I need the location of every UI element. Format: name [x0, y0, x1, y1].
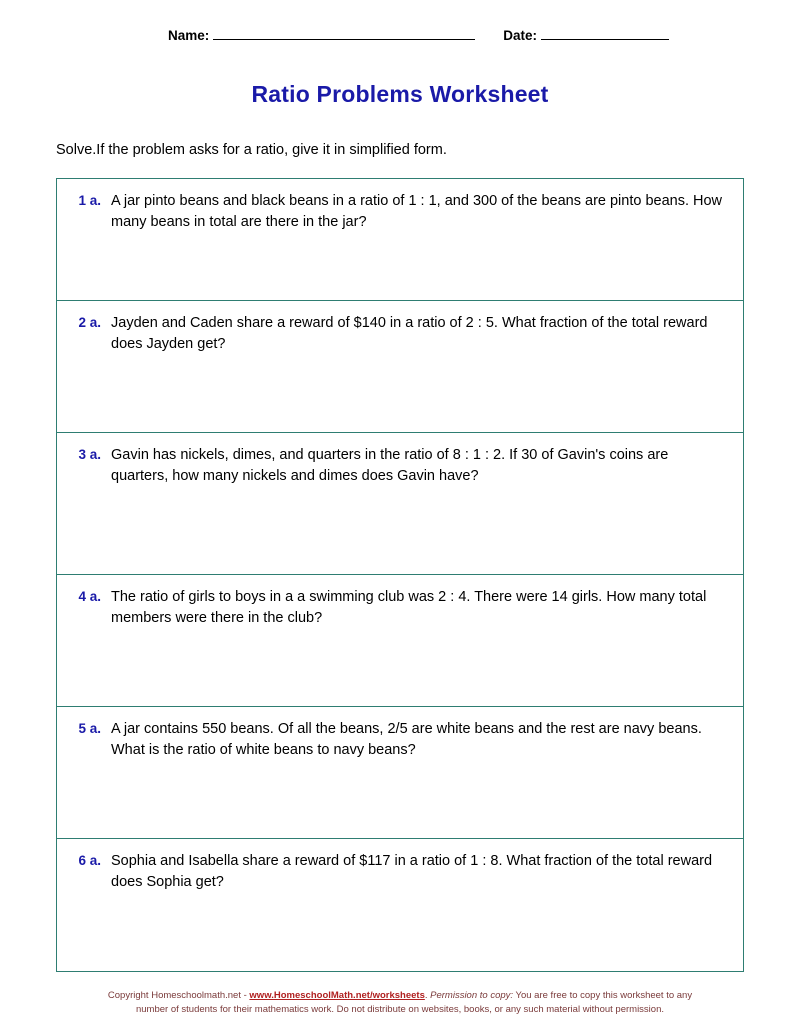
- problem-number: 3 a.: [78, 447, 101, 462]
- footer-copyright: Copyright Homeschoolmath.net -: [107, 989, 250, 1001]
- footer-line-2: number of students for their mathematics work. Do not distribute on websites, books, or any such material without permission.: [135, 1003, 664, 1015]
- problem-number: 1 a.: [78, 193, 101, 208]
- footer: [0, 989, 800, 1018]
- problem-number: 4 a.: [78, 589, 101, 604]
- problem-text: The ratio of girls to boys in a a swimming club was 2 : 4. There were 14 girls. How many total members were there in the club?: [111, 589, 707, 627]
- name-label: Name:: [168, 28, 210, 43]
- problem-text: Sophia and Isabella share a reward of $117 in a ratio of 1 : 8. What fraction of the total reward does Sophia get?: [111, 853, 713, 891]
- instructions-text: Solve.If the problem asks for a ratio, give it in simplified form.: [56, 142, 447, 158]
- date-label: Date:: [503, 28, 538, 43]
- problem-row-2: [57, 301, 743, 433]
- problem-text: A jar contains 550 beans. Of all the beans, 2/5 are white beans and the rest are navy beans. What is the ratio of white beans to navy beans?: [111, 721, 702, 759]
- problem-number: 2 a.: [78, 315, 101, 330]
- footer-permission-label: Permission to copy:: [430, 989, 514, 1001]
- footer-site-link[interactable]: www.HomeschoolMath.net/worksheets: [249, 989, 425, 1001]
- footer-permission-text: You are free to copy this worksheet to any: [513, 989, 693, 1001]
- name-input-rule[interactable]: [213, 28, 475, 40]
- page-title: Ratio Problems Worksheet: [251, 81, 549, 107]
- problems-table: [56, 178, 744, 972]
- problem-number: 6 a.: [78, 853, 101, 868]
- problem-text: Gavin has nickels, dimes, and quarters in the ratio of 8 : 1 : 2. If 30 of Gavin's coins are quarters, how many nickels and dimes does Gavin have?: [111, 447, 669, 485]
- problem-row-1: [57, 179, 743, 301]
- problem-row-4: [57, 575, 743, 707]
- problem-text: Jayden and Caden share a reward of $140 in a ratio of 2 : 5. What fraction of the total reward does Jayden get?: [111, 315, 708, 353]
- problem-number: 5 a.: [78, 721, 101, 736]
- date-input-rule[interactable]: [541, 28, 669, 40]
- problem-row-3: [57, 433, 743, 575]
- footer-after-link: .: [424, 989, 428, 1001]
- header-fields: [168, 0, 800, 43]
- problem-row-6: [57, 839, 743, 971]
- problem-row-5: [57, 707, 743, 839]
- problem-text: A jar pinto beans and black beans in a ratio of 1 : 1, and 300 of the beans are pinto beans. How many beans in total are there in the jar?: [111, 193, 723, 231]
